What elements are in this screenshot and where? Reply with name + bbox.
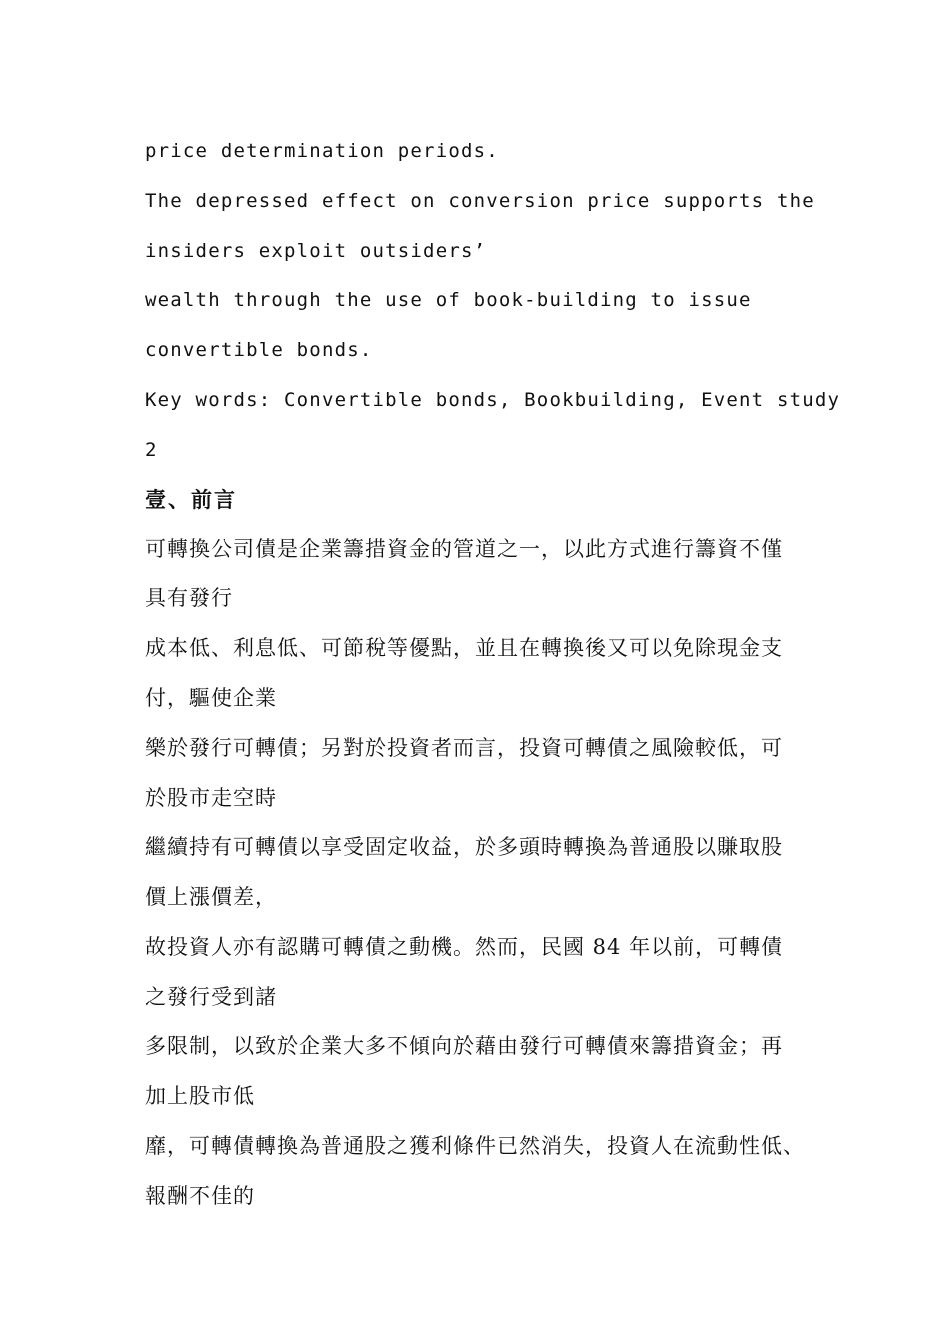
english-text-line: The depressed effect on conversion price supports the — [145, 190, 815, 212]
chinese-text-line: 之發行受到諸 — [145, 985, 277, 1009]
chinese-text-line: 繼續持有可轉債以享受固定收益，於多頭時轉換為普通股以賺取股 — [145, 835, 783, 859]
chinese-text-line: 可轉換公司債是企業籌措資金的管道之一，以此方式進行籌資不僅 — [145, 537, 783, 561]
chinese-text-line: 價上漲價差， — [145, 885, 277, 909]
chinese-text-line: 於股市走空時 — [145, 786, 277, 810]
page-number: 2 — [145, 439, 158, 461]
chinese-text-line: 多限制，以致於企業大多不傾向於藉由發行可轉債來籌措資金；再 — [145, 1034, 783, 1058]
chinese-text-line: 報酬不佳的 — [145, 1184, 255, 1208]
english-text-line: wealth through the use of book-building to issue — [145, 289, 752, 311]
english-text-line: convertible bonds. — [145, 339, 373, 361]
chinese-text-line: 具有發行 — [145, 586, 233, 610]
chinese-text-line: 成本低、利息低、可節稅等優點，並且在轉換後又可以免除現金支 — [145, 636, 783, 660]
chinese-text-line: 加上股市低 — [145, 1084, 255, 1108]
keywords-line: Key words: Convertible bonds, Bookbuilding, Event study — [145, 389, 841, 411]
chinese-text-line: 付，驅使企業 — [145, 686, 277, 710]
english-text-line: insiders exploit outsiders’ — [145, 240, 487, 262]
section-heading: 壹、前言 — [145, 488, 237, 512]
english-text-line: price determination periods. — [145, 140, 499, 162]
chinese-text-line: 樂於發行可轉債；另對於投資者而言，投資可轉債之風險較低，可 — [145, 736, 783, 760]
chinese-text-line: 故投資人亦有認購可轉債之動機。然而，民國 84 年以前，可轉債 — [145, 935, 784, 959]
chinese-text-line: 靡，可轉債轉換為普通股之獲利條件已然消失，投資人在流動性低、 — [145, 1134, 805, 1158]
